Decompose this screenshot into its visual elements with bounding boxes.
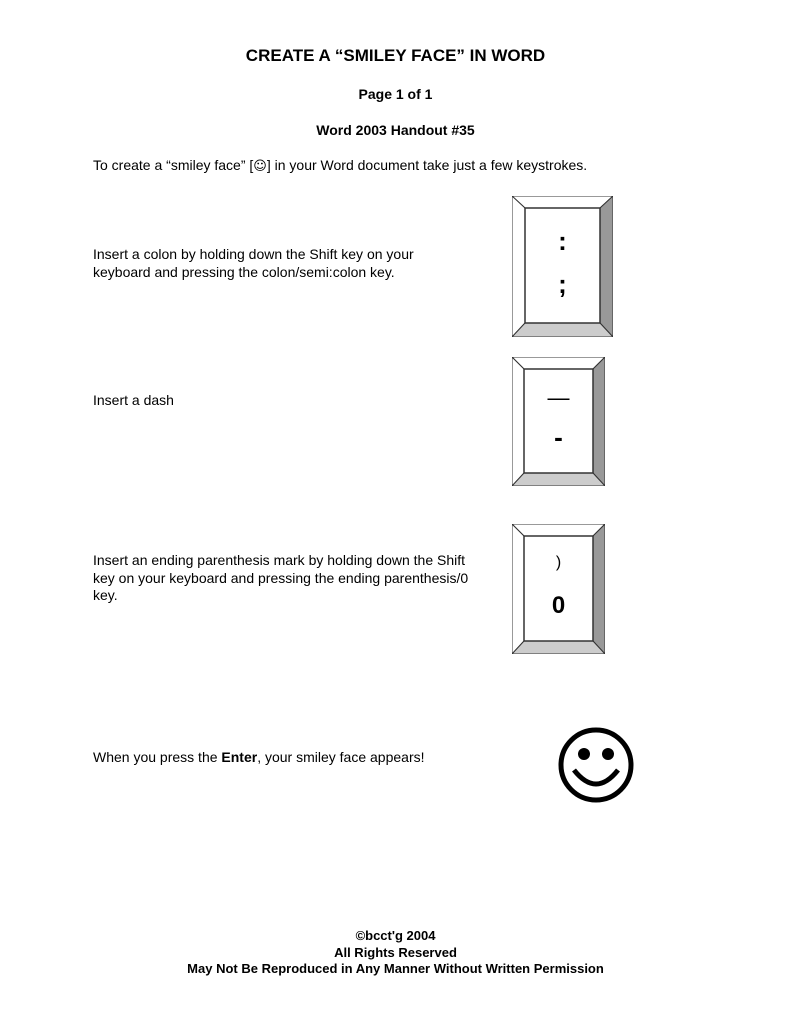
- key-top-char: ): [555, 554, 562, 571]
- rights-line: All Rights Reserved: [334, 944, 457, 960]
- key-top-char: :: [558, 226, 567, 256]
- dash-key-icon: [512, 357, 605, 486]
- parenthesis-zero-key-icon: [512, 524, 605, 654]
- smiley-face-icon: [557, 726, 635, 804]
- document-title: CREATE A “SMILEY FACE” IN WORD: [245, 46, 546, 65]
- permission-line: May Not Be Reproduced in Any Manner Without Written Permission: [187, 961, 604, 976]
- final-text-before: When you press the: [93, 749, 222, 765]
- step-2-text: Insert a dash: [93, 392, 174, 408]
- key-top-char: —: [547, 385, 570, 410]
- final-paragraph: [93, 749, 425, 767]
- handout-number: Word 2003 Handout #35: [316, 122, 475, 138]
- inline-smiley-icon: ☺: [253, 159, 267, 174]
- copyright-line: ©bcct'g 2004: [355, 928, 436, 943]
- final-text-after: , your smiley face appears!: [257, 749, 425, 765]
- copyright-footer: [0, 928, 791, 978]
- step-3-text: Insert an ending parenthesis mark by holding down the Shift key on your keyboard and pressing the ending parenthesis/0 key.: [93, 552, 469, 603]
- key-bottom-char: -: [554, 422, 563, 452]
- key-bottom-char: ;: [558, 269, 567, 299]
- intro-text-before: To create a “smiley face” [: [93, 157, 254, 173]
- step-1-text: Insert a colon by holding down the Shift key on your keyboard and pressing the colon/semi:colon key.: [93, 246, 414, 280]
- key-bottom-char: 0: [551, 592, 566, 619]
- colon-semicolon-key-icon: [512, 196, 613, 337]
- enter-key-label: Enter: [221, 749, 258, 765]
- intro-text-after: ] in your Word document take just a few keystrokes.: [266, 157, 588, 173]
- page-label: Page 1 of 1: [358, 86, 433, 102]
- intro-paragraph: [93, 157, 587, 176]
